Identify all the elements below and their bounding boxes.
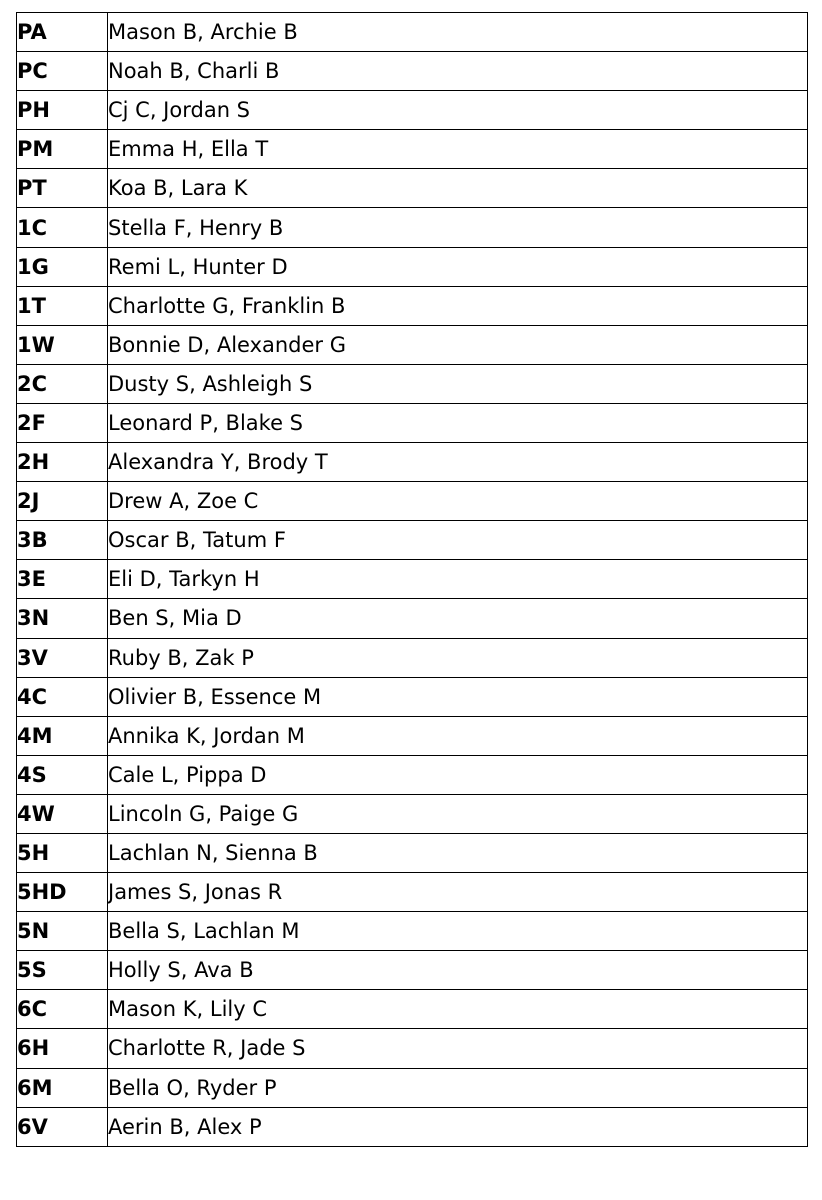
class-code-cell: 4S [17,755,108,794]
table-row [17,560,808,599]
student-names-cell: Cale L, Pippa D [108,755,808,794]
student-names-cell: Charlotte R, Jade S [108,1029,808,1068]
class-code-cell: 1T [17,286,108,325]
student-names-cell: Annika K, Jordan M [108,716,808,755]
student-names-cell: Emma H, Ella T [108,130,808,169]
table-row [17,873,808,912]
class-code-cell: 1W [17,325,108,364]
table-row [17,482,808,521]
table-row [17,1029,808,1068]
class-code-cell: 6V [17,1107,108,1146]
student-names-cell: James S, Jonas R [108,873,808,912]
class-code-cell: 1C [17,208,108,247]
table-row [17,833,808,872]
student-names-cell: Stella F, Henry B [108,208,808,247]
table-row [17,403,808,442]
student-names-cell: Bella O, Ryder P [108,1068,808,1107]
class-code-cell: 5N [17,912,108,951]
class-roster-table [16,12,808,1147]
class-code-cell: 6C [17,990,108,1029]
class-code-cell: 4M [17,716,108,755]
student-names-cell: Leonard P, Blake S [108,403,808,442]
student-names-cell: Bonnie D, Alexander G [108,325,808,364]
student-names-cell: Alexandra Y, Brody T [108,443,808,482]
student-names-cell: Dusty S, Ashleigh S [108,364,808,403]
student-names-cell: Aerin B, Alex P [108,1107,808,1146]
table-row [17,990,808,1029]
table-row [17,208,808,247]
class-code-cell: 3N [17,599,108,638]
class-code-cell: 6H [17,1029,108,1068]
class-code-cell: 3B [17,521,108,560]
class-code-cell: PM [17,130,108,169]
table-row [17,130,808,169]
class-code-cell: PT [17,169,108,208]
class-code-cell: 6M [17,1068,108,1107]
student-names-cell: Ruby B, Zak P [108,638,808,677]
student-names-cell: Charlotte G, Franklin B [108,286,808,325]
class-code-cell: PA [17,13,108,52]
table-row [17,951,808,990]
table-row [17,443,808,482]
class-code-cell: 4W [17,794,108,833]
class-code-cell: PH [17,91,108,130]
student-names-cell: Eli D, Tarkyn H [108,560,808,599]
class-code-cell: 3V [17,638,108,677]
table-row [17,169,808,208]
table-row [17,755,808,794]
student-names-cell: Koa B, Lara K [108,169,808,208]
student-names-cell: Holly S, Ava B [108,951,808,990]
table-row [17,364,808,403]
table-row [17,286,808,325]
table-row [17,1068,808,1107]
class-code-cell: 2H [17,443,108,482]
table-row [17,912,808,951]
class-code-cell: 5S [17,951,108,990]
table-row [17,677,808,716]
class-code-cell: 1G [17,247,108,286]
class-code-cell: 4C [17,677,108,716]
class-code-cell: 2J [17,482,108,521]
table-row [17,13,808,52]
table-row [17,247,808,286]
table-row [17,1107,808,1146]
student-names-cell: Drew A, Zoe C [108,482,808,521]
table-row [17,91,808,130]
student-names-cell: Lachlan N, Sienna B [108,833,808,872]
table-row [17,599,808,638]
class-code-cell: 5H [17,833,108,872]
student-names-cell: Remi L, Hunter D [108,247,808,286]
student-names-cell: Bella S, Lachlan M [108,912,808,951]
class-code-cell: 2F [17,403,108,442]
student-names-cell: Ben S, Mia D [108,599,808,638]
roster-table-body [17,13,808,1147]
table-row [17,521,808,560]
table-row [17,794,808,833]
student-names-cell: Noah B, Charli B [108,52,808,91]
class-code-cell: 3E [17,560,108,599]
class-code-cell: 2C [17,364,108,403]
student-names-cell: Cj C, Jordan S [108,91,808,130]
student-names-cell: Lincoln G, Paige G [108,794,808,833]
class-code-cell: 5HD [17,873,108,912]
table-row [17,52,808,91]
student-names-cell: Mason K, Lily C [108,990,808,1029]
table-row [17,638,808,677]
roster-sheet [16,12,808,1147]
table-row [17,716,808,755]
table-row [17,325,808,364]
class-code-cell: PC [17,52,108,91]
student-names-cell: Mason B, Archie B [108,13,808,52]
student-names-cell: Oscar B, Tatum F [108,521,808,560]
student-names-cell: Olivier B, Essence M [108,677,808,716]
